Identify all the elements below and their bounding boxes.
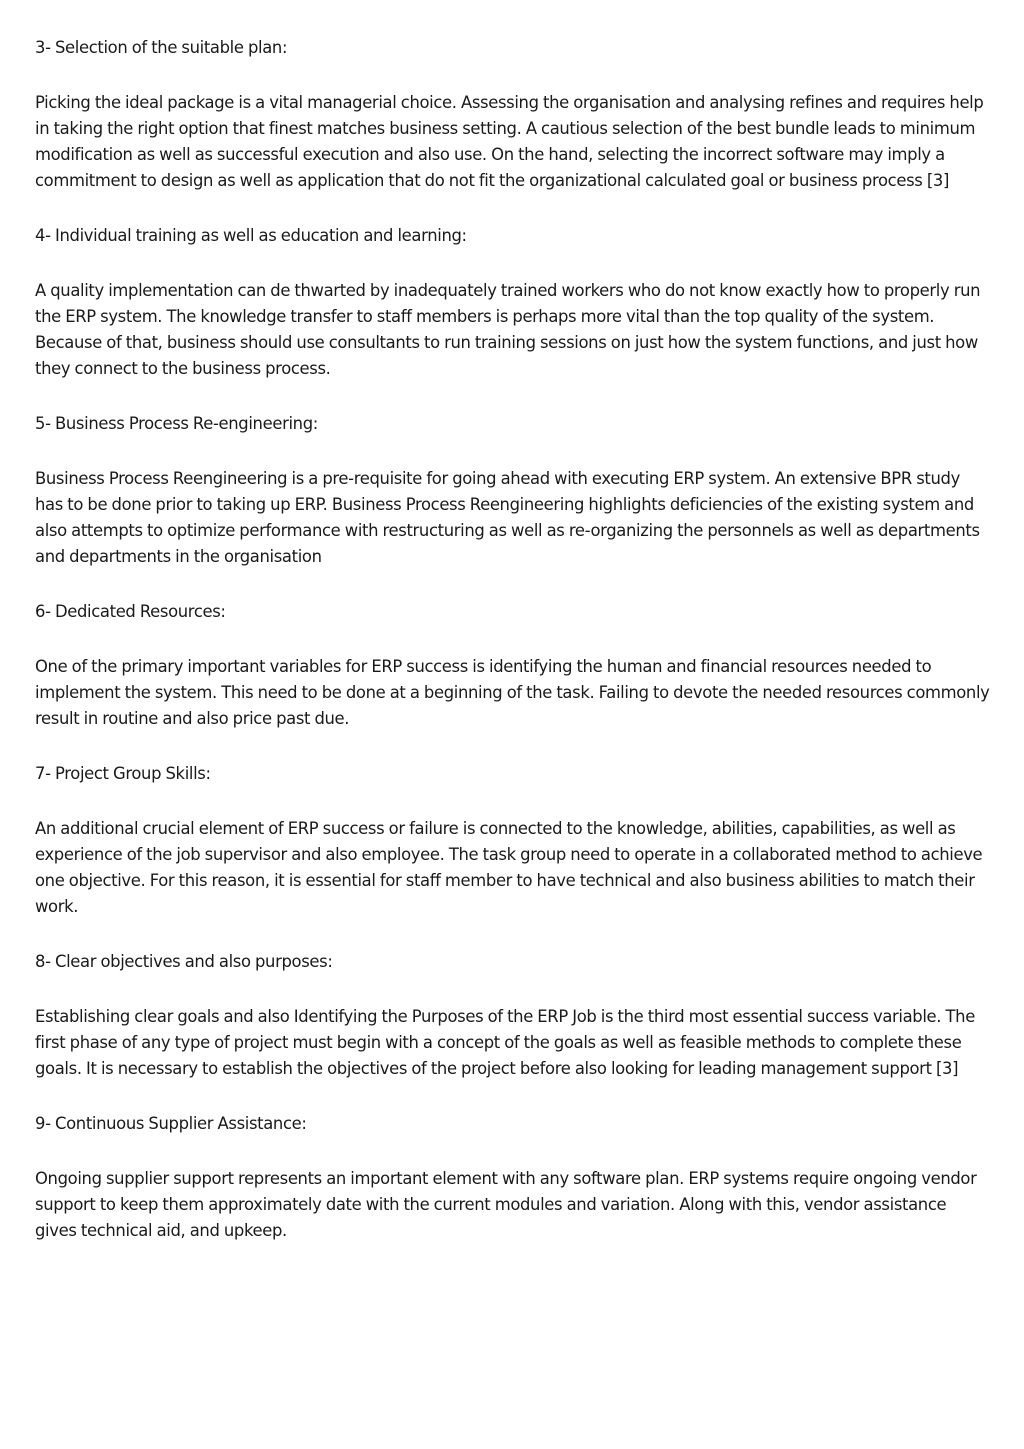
section-heading-dedicated-resources: 6- Dedicated Resources: xyxy=(35,602,226,621)
section-heading-project-group-skills: 7- Project Group Skills: xyxy=(35,764,211,783)
section-paragraph-individual-training: A quality implementation can de thwarted by inadequately trained workers who do not know exactly how to properly run the ERP system. The knowledge transfer to staff members is perhaps more vital than the top quality of the system. Because of that, business should use consultants to run training sessions on just how the system functions, and just how they connect to the business process. xyxy=(35,281,981,378)
section-heading-individual-training: 4- Individual training as well as education and learning: xyxy=(35,226,467,245)
section-paragraph-dedicated-resources: One of the primary important variables for ERP success is identifying the human and financial resources needed to implement the system. This need to be done at a beginning of the task. Failing to devote the needed resources commonly result in routine and also price past due. xyxy=(35,657,990,728)
section-paragraph-business-process-reengineering: Business Process Reengineering is a pre-requisite for going ahead with executing ERP system. An extensive BPR study has to be done prior to taking up ERP. Business Process Reengineering highlights deficiencies of the existing system and also attempts to optimize performance with restructuring as well as re-organizing the personnels as well as departments and departments in the organisation xyxy=(35,469,980,566)
section-paragraph-clear-objectives: Establishing clear goals and also Identifying the Purposes of the ERP Job is the third most essential success variable. The first phase of any type of project must begin with a concept of the goals as well as feasible methods to complete these goals. It is necessary to establish the objectives of the project before also looking for leading management support [3] xyxy=(35,1007,975,1078)
section-paragraph-supplier-assistance: Ongoing supplier support represents an important element with any software plan. ERP systems require ongoing vendor support to keep them approximately date with the current modules and variation. Along with this, vendor assistance gives technical aid, and upkeep. xyxy=(35,1169,977,1240)
section-paragraph-project-group-skills: An additional crucial element of ERP success or failure is connected to the knowledge, abilities, capabilities, as well as experience of the job supervisor and also employee. The task group need to operate in a collaborated method to achieve one objective. For this reason, it is essential for staff member to have technical and also business abilities to match their work. xyxy=(35,819,983,916)
section-heading-business-process-reengineering: 5- Business Process Re-engineering: xyxy=(35,414,318,433)
document-page xyxy=(35,35,990,1273)
section-heading-supplier-assistance: 9- Continuous Supplier Assistance: xyxy=(35,1114,307,1133)
section-heading-selection-plan: 3- Selection of the suitable plan: xyxy=(35,38,288,57)
section-paragraph-selection-plan: Picking the ideal package is a vital managerial choice. Assessing the organisation and analysing refines and requires help in taking the right option that finest matches business setting. A cautious selection of the best bundle leads to minimum modification as well as successful execution and also use. On the hand, selecting the incorrect software may imply a commitment to design as well as application that do not fit the organizational calculated goal or business process [3] xyxy=(35,93,984,190)
section-heading-clear-objectives: 8- Clear objectives and also purposes: xyxy=(35,952,333,971)
